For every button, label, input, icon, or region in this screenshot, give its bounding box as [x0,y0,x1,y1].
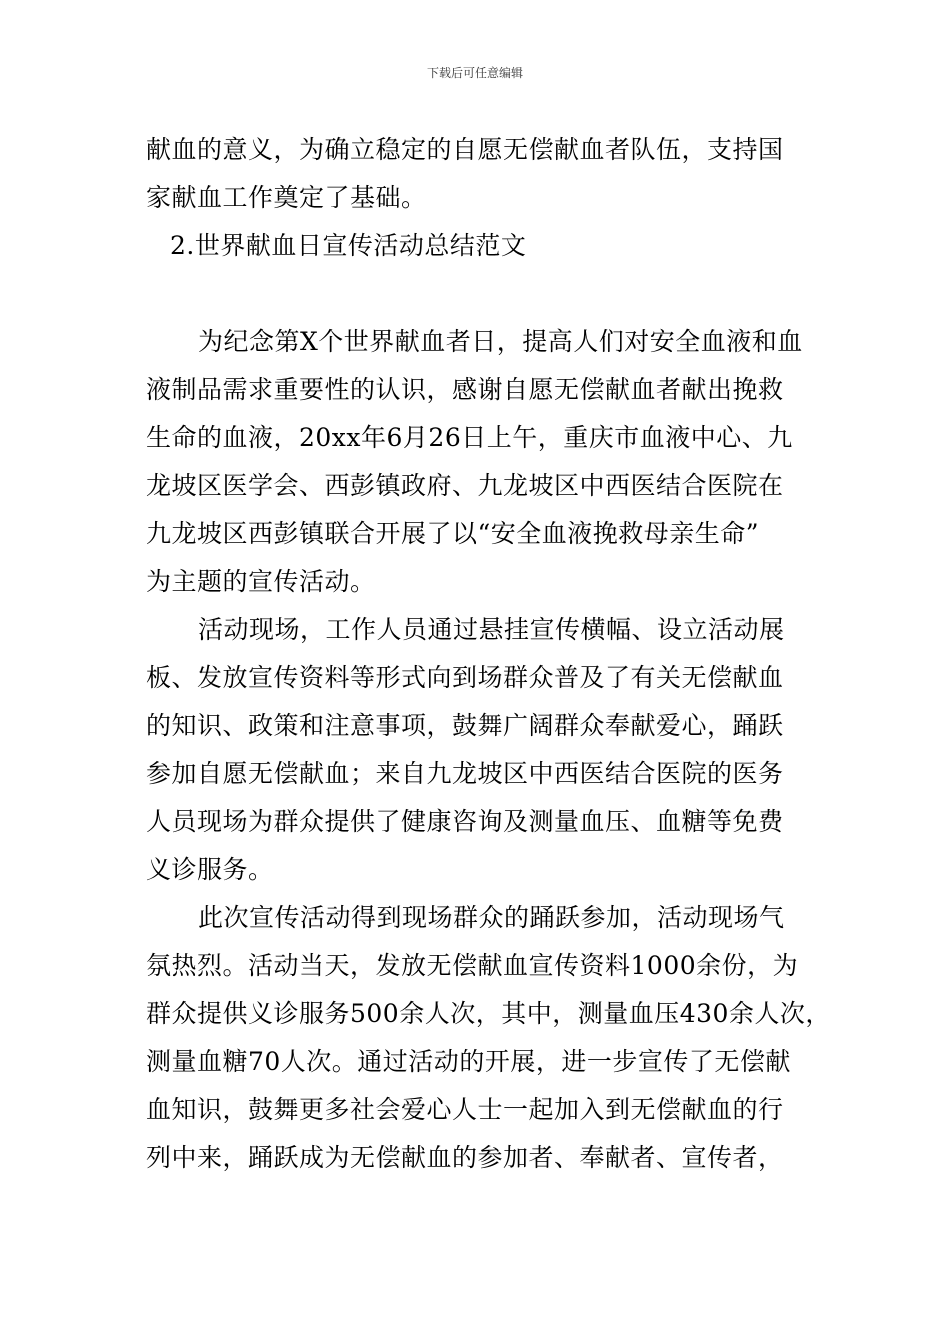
intro-paragraph [146,126,811,222]
paragraph-line: 活动现场，工作人员通过悬挂宣传横幅、设立活动展 [198,615,785,644]
paragraph-line: 液制品需求重要性的认识，感谢自愿无偿献血者献出挽救 [146,375,784,404]
paragraph-line: 测量血糖70人次。通过活动的开展，进一步宣传了无偿献 [146,1047,791,1076]
blank-line [146,270,811,318]
paragraph-line: 九龙坡区西彭镇联合开展了以“安全血液挽救母亲生命” [146,519,760,548]
paragraph-line: 家献血工作奠定了基础。 [146,183,427,212]
paragraph-line: 义诊服务。 [146,855,274,884]
paragraph-line: 氛热烈。活动当天，发放无偿献血宣传资料1000余份，为 [146,951,799,980]
paragraph-line: 参加自愿无偿献血；来自九龙坡区中西医结合医院的医务 [146,759,784,788]
paragraph-activity-results [146,894,831,1182]
paragraph-line: 生命的血液，20xx年6月26日上午，重庆市血液中心、九 [146,423,793,452]
paragraph-commemoration [146,318,811,606]
paragraph-line: 为纪念第X个世界献血者日，提高人们对安全血液和血 [198,327,803,356]
paragraph-line: 此次宣传活动得到现场群众的踊跃参加，活动现场气 [198,903,785,932]
paragraph-line: 为主题的宣传活动。 [146,567,376,596]
paragraph-line: 血知识，鼓舞更多社会爱心人士一起加入到无偿献血的行 [146,1095,784,1124]
paragraph-activity-site [146,606,811,894]
paragraph-line: 板、发放宣传资料等形式向到场群众普及了有关无偿献血 [146,663,784,692]
paragraph-line: 龙坡区医学会、西彭镇政府、九龙坡区中西医结合医院在 [146,471,784,500]
section-heading: 2.世界献血日宣传活动总结范文 [170,231,527,260]
paragraph-line: 群众提供义诊服务500余人次，其中，测量血压430余人次， [146,999,831,1028]
page-header: 下载后可任意编辑 [426,66,523,80]
paragraph-line: 的知识、政策和注意事项，鼓舞广阔群众奉献爱心，踊跃 [146,711,784,740]
document-body [146,126,831,1182]
paragraph-line: 献血的意义，为确立稳定的自愿无偿献血者队伍，支持国 [146,135,784,164]
paragraph-line: 列中来，踊跃成为无偿献血的参加者、奉献者、宣传者， [146,1143,784,1172]
paragraph-line: 人员现场为群众提供了健康咨询及测量血压、血糖等免费 [146,807,784,836]
